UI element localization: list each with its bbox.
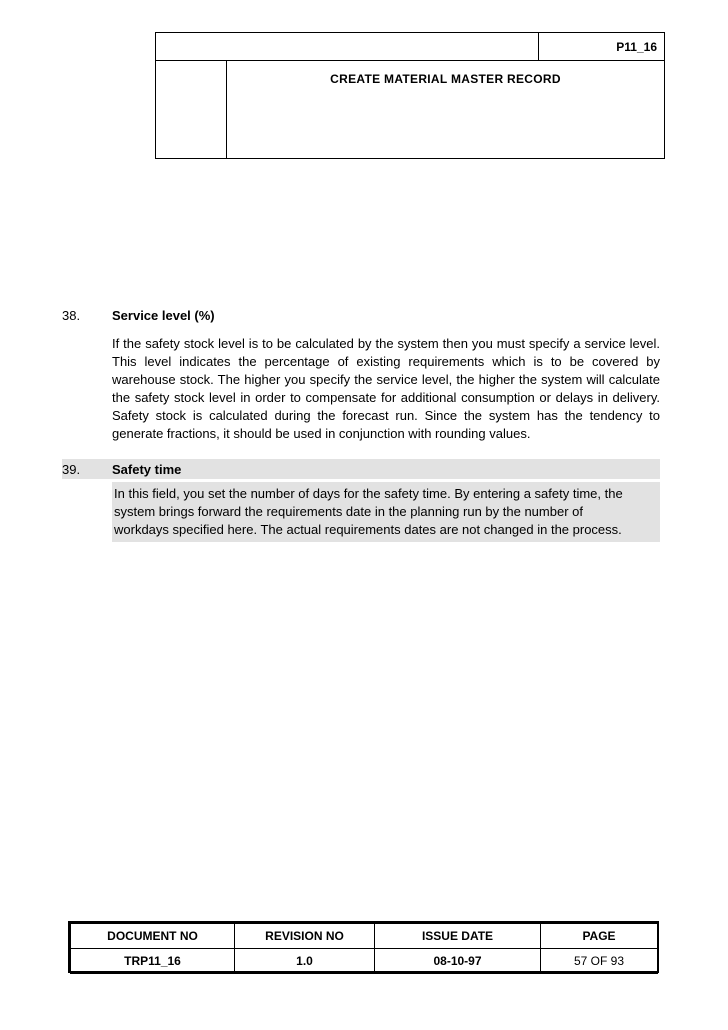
section-heading: [62, 459, 660, 479]
footer-header-row: [71, 924, 658, 949]
section-number: 39.: [62, 461, 81, 477]
document-title: CREATE MATERIAL MASTER RECORD: [330, 72, 561, 86]
footer-table: [70, 923, 658, 974]
footer-value-row: [71, 949, 658, 974]
footer-header-issue-date: ISSUE DATE: [375, 924, 541, 949]
document-footer: [68, 921, 659, 973]
section-body: In this field, you set the number of days for the safety time. By entering a safety time, the system brings forward the requirements date in the planning run by the number of workdays specified here. The actual requirements dates are not changed in the process.: [112, 482, 660, 542]
section-heading: [62, 305, 660, 325]
section-safety-time: [62, 459, 660, 542]
footer-header-page: PAGE: [541, 924, 658, 949]
document-header-box: [155, 32, 665, 159]
section-body: If the safety stock level is to be calculated by the system then you must specify a service level. This level indicates the percentage of existing requirements which is to be covered by warehouse stock. The higher you specify the service level, the higher the system will calculate the safety stock level in order to compensate for additional consumption or delays in delivery. Safety stock is calculated during the forecast run. Since the system has the tendency to generate fractions, it should be used in conjunction with rounding values.: [112, 336, 660, 441]
section-service-level: [62, 305, 660, 443]
footer-revision-no: 1.0: [235, 949, 375, 974]
document-code: P11_16: [616, 40, 657, 54]
section-title: Safety time: [112, 461, 182, 477]
footer-issue-date: 08-10-97: [375, 949, 541, 974]
footer-document-no: TRP11_16: [71, 949, 235, 974]
footer-page: 57 OF 93: [541, 949, 658, 974]
section-title: Service level (%): [112, 307, 215, 323]
footer-header-document-no: DOCUMENT NO: [71, 924, 235, 949]
footer-header-revision-no: REVISION NO: [235, 924, 375, 949]
section-number: 38.: [62, 307, 81, 323]
